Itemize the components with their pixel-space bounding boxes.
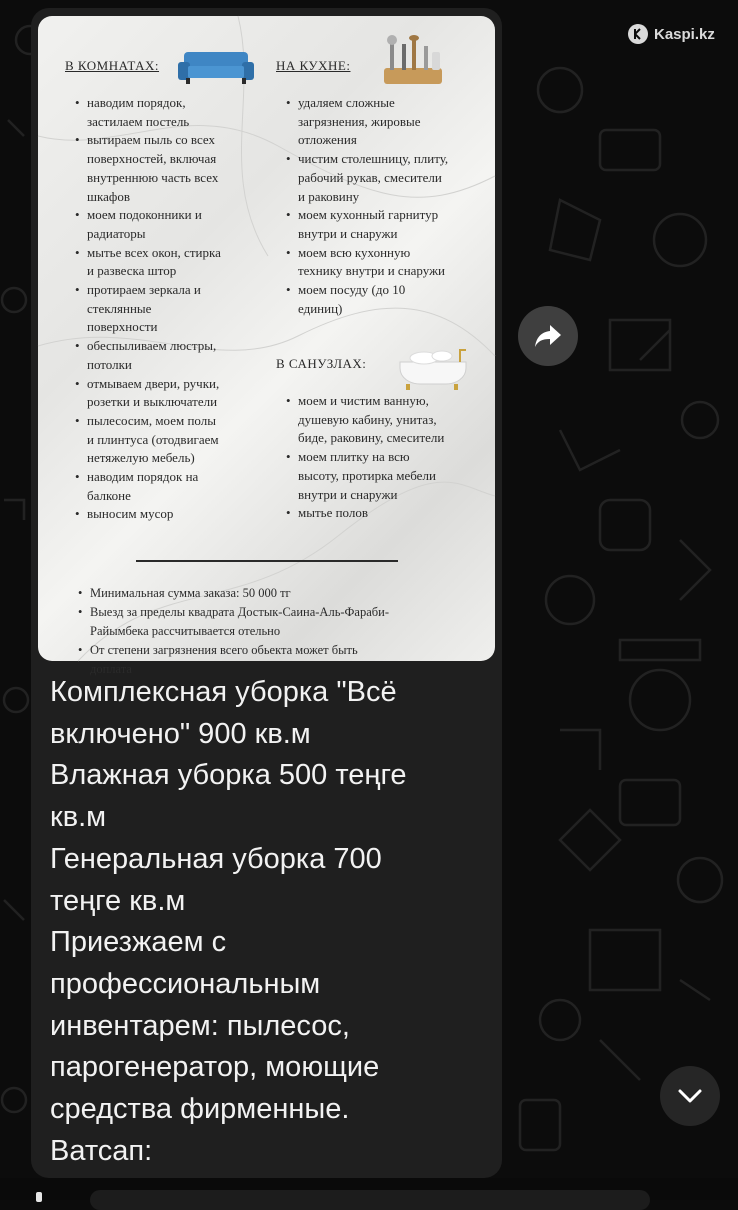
task-line: поверхностей, включая — [87, 151, 217, 167]
kitchen-heading: НА КУХНЕ: — [276, 58, 351, 73]
bathroom-task-list — [286, 392, 496, 523]
task-line: • моем кухонный гарнитур — [286, 206, 496, 225]
task-line: • моем и чистим ванную, — [286, 392, 496, 411]
task-line: застилаем постель — [87, 113, 190, 129]
task-line: • чистим столешницу, плиту, — [286, 150, 496, 169]
task-line: душевую кабину, унитаз, — [298, 411, 437, 427]
attach-icon[interactable] — [36, 1192, 42, 1202]
task-line: • мытье всех окон, стирка — [75, 244, 295, 263]
task-line: технику внутри и снаружи — [298, 263, 446, 279]
task-line: • отмываем двери, ручки, — [75, 375, 295, 394]
task-line: и раковину — [298, 188, 360, 204]
message-text: Комплексная уборка "Всё включено" 900 кв.м Влажная уборка 500 теңге кв.м Генеральная уборка 700 теңге кв.м Приезжаем с профессиональным инвентарем: пылесос, парогенератор, моющие средства фирменные. Ватсап: — [50, 676, 407, 1167]
flyer-divider — [136, 560, 398, 562]
task-line: отложения — [298, 132, 357, 148]
task-line: • обеспыливаем люстры, — [75, 337, 295, 356]
task-line: биде, раковину, смесители — [298, 430, 445, 446]
task-line: • наводим порядок, — [75, 94, 295, 113]
kitchen-utensils-icon — [380, 34, 446, 86]
task-line: поверхности — [87, 319, 158, 335]
task-line: внутри и снаружи — [298, 486, 398, 502]
kaspi-logo-icon — [628, 24, 648, 44]
task-line: • моем подоконники и — [75, 206, 295, 225]
flyer-image[interactable] — [38, 16, 495, 676]
task-line: • удаляем сложные — [286, 94, 496, 113]
task-line: • пылесосим, моем полы — [75, 412, 295, 431]
task-line: радиаторы — [87, 225, 146, 241]
sofa-icon — [178, 46, 254, 86]
task-line: нетяжелую мебель) — [87, 450, 195, 466]
task-line: потолки — [87, 356, 132, 372]
composer-bar — [0, 1178, 738, 1200]
kitchen-task-list — [286, 94, 496, 318]
task-line: • От степени загрязнения всего обьекта может быть — [78, 641, 488, 660]
task-line: • моем посуду (до 10 — [286, 281, 496, 300]
task-line: внутри и снаружи — [298, 225, 398, 241]
task-line: балконе — [87, 487, 131, 503]
task-line: • наводим порядок на — [75, 468, 295, 487]
task-line: доплата — [90, 662, 132, 676]
task-line: • моем всю кухонную — [286, 244, 496, 263]
task-line: и плинтуса (отодвигаем — [87, 431, 219, 447]
task-line: высоту, протирка мебели — [298, 467, 436, 483]
task-line: стеклянные — [87, 300, 152, 316]
task-line: загрязнения, жировые — [298, 113, 421, 129]
task-line: и развеска штор — [87, 263, 177, 279]
task-line: • Выезд за пределы квадрата Достык-Саина-Аль-Фараби- — [78, 603, 488, 622]
watermark-text: Kaspi.kz — [654, 25, 715, 43]
rooms-task-list — [75, 94, 295, 524]
task-line: • моем плитку на всю — [286, 448, 496, 467]
task-line: рабочий рукав, смесители — [298, 169, 442, 185]
task-line: • выносим мусор — [75, 505, 295, 524]
task-line: • Минимальная сумма заказа: 50 000 тг — [78, 584, 488, 603]
share-button[interactable] — [518, 306, 578, 366]
rooms-heading: В КОМНАТАХ: — [65, 58, 160, 73]
task-line: шкафов — [87, 188, 130, 204]
conditions-list — [78, 584, 488, 679]
task-line: • мытье полов — [286, 504, 496, 523]
bathtub-icon — [394, 342, 472, 390]
kaspi-watermark — [628, 24, 715, 44]
task-line: единиц) — [298, 300, 343, 316]
task-line: • вытираем пыль со всех — [75, 131, 295, 150]
task-line: Райымбека рассчитывается отельно — [90, 624, 281, 638]
task-line: • протираем зеркала и — [75, 281, 295, 300]
share-arrow-icon — [533, 323, 563, 349]
scroll-down-button[interactable] — [660, 1066, 720, 1126]
task-line: розетки и выключатели — [87, 394, 218, 410]
bathroom-heading: В САНУЗЛАХ: — [276, 356, 367, 371]
message-bubble[interactable] — [31, 8, 502, 1178]
chevron-down-icon — [677, 1088, 703, 1104]
message-input[interactable] — [90, 1190, 650, 1210]
task-line: внутреннюю часть всех — [87, 169, 219, 185]
